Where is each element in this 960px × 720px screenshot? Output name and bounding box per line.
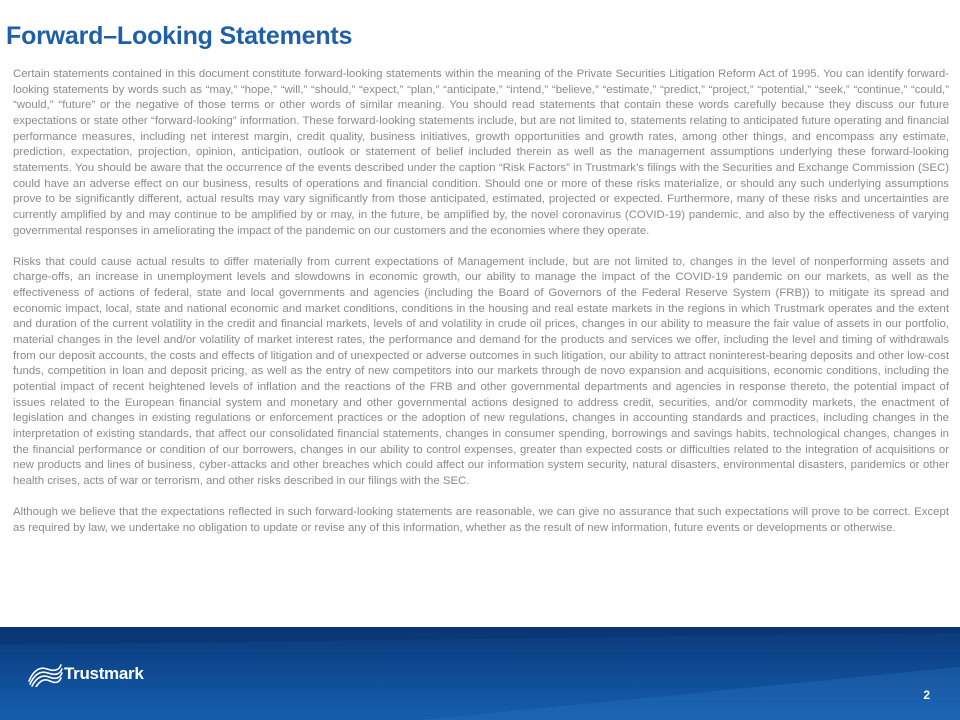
brand-name: Trustmark	[64, 664, 144, 683]
brand-logo	[27, 660, 144, 688]
trustmark-wave-logo-icon	[27, 661, 63, 687]
page-number: 2	[923, 688, 930, 702]
footer-decoration	[0, 627, 960, 720]
footer-band	[0, 627, 960, 720]
paragraph-risks: Risks that could cause actual results to differ materially from current expectations of Management include, but are not limited to, changes in the level of nonperforming assets and charge-offs, an increase in unemployment levels and slowdowns in economic growth, our ability to manage the impact of the COVID-19 pandemic on our markets, as well as the effectiveness of actions of federal, state and local governments and agencies (including the Board of Governors of the Federal Reserve System (FRB)) to mitigate its spread and economic impact, local, state and national economic and market conditions, conditions in the housing and real estate markets in the regions in which Trustmark operates and the extent and duration of the current volatility in the credit and financial markets, levels of and volatility in crude oil prices, changes in our ability to measure the fair value of assets in our portfolio, material changes in the level and/or volatility of market interest rates, the performance and demand for the products and services we offer, including the level and timing of withdrawals from our deposit accounts, the costs and effects of litigation and of unexpected or adverse outcomes in such litigation, our ability to attract noninterest-bearing deposits and other low-cost funds, competition in loan and deposit pricing, as well as the entry of new competitors into our markets through de novo expansion and acquisitions, economic conditions, including the potential impact of recent heightened levels of inflation and the reactions of the FRB and other governmental departments and agencies in response thereto, the potential impact of issues related to the European financial system and monetary and other governmental actions designed to address credit, securities, and/or commodity markets, the enactment of legislation and changes in existing regulations or enforcement practices or the adoption of new regulations, changes in accounting standards and practices, including changes in the interpretation of existing standards, that affect our consolidated financial statements, changes in consumer spending, borrowings and savings habits, technological changes, changes in the financial performance or condition of our borrowers, changes in our ability to control expenses, greater than expected costs or difficulties related to the integration of acquisitions or new products and lines of business, cyber-attacks and other breaches which could affect our information system security, natural disasters, environmental disasters, pandemics or other health crises, acts of war or terrorism, and other risks described in our filings with the SEC.	[13, 255, 949, 487]
paragraph-no-assurance: Although we believe that the expectations reflected in such forward-looking statements are reasonable, we can give no assurance that such expectations will prove to be correct. Except as required by law, we undertake no obligation to update or revise any of this information, whether as the result of new information, future events or developments or otherwise.	[13, 506, 949, 534]
page-title: Forward–Looking Statements	[6, 22, 353, 50]
paragraph-forward-looking: Certain statements contained in this document constitute forward-looking statements within the meaning of the Private Securities Litigation Reform Act of 1995. You can identify forward-looking statements by words such as “may,” “hope,” “will,” “should,” “expect,” “plan,” “anticipate,” “intend,” “believe,” “estimate,” “predict,” “project,” “potential,” “seek,” “continue,” “could,” “would,” “future” or the negative of those terms or other words of similar meaning. You should read statements that contain these words carefully because they discuss our future expectations or state other “forward-looking” information. These forward-looking statements include, but are not limited to, statements relating to anticipated future operating and financial performance measures, including net interest margin, credit quality, business initiatives, growth opportunities and growth rates, among other things, and encompass any estimate, prediction, expectation, projection, opinion, anticipation, outlook or statement of belief included therein as well as the management assumptions underlying these forward-looking statements. You should be aware that the occurrence of the events described under the caption “Risk Factors” in Trustmark’s filings with the Securities and Exchange Commission (SEC) could have an adverse effect on our business, results of operations and financial condition. Should one or more of these risks materialize, or should any such underlying assumptions prove to be significantly different, actual results may vary significantly from those anticipated, estimated, projected or expected. Furthermore, many of these risks and uncertainties are currently amplified by and may continue to be amplified by or may, in the future, be amplified by, the novel coronavirus (COVID-19) pandemic, and also by the effectiveness of varying governmental responses in ameliorating the impact of the pandemic on our customers and the economies where they operate.	[13, 68, 949, 237]
disclaimer-body	[13, 67, 949, 537]
